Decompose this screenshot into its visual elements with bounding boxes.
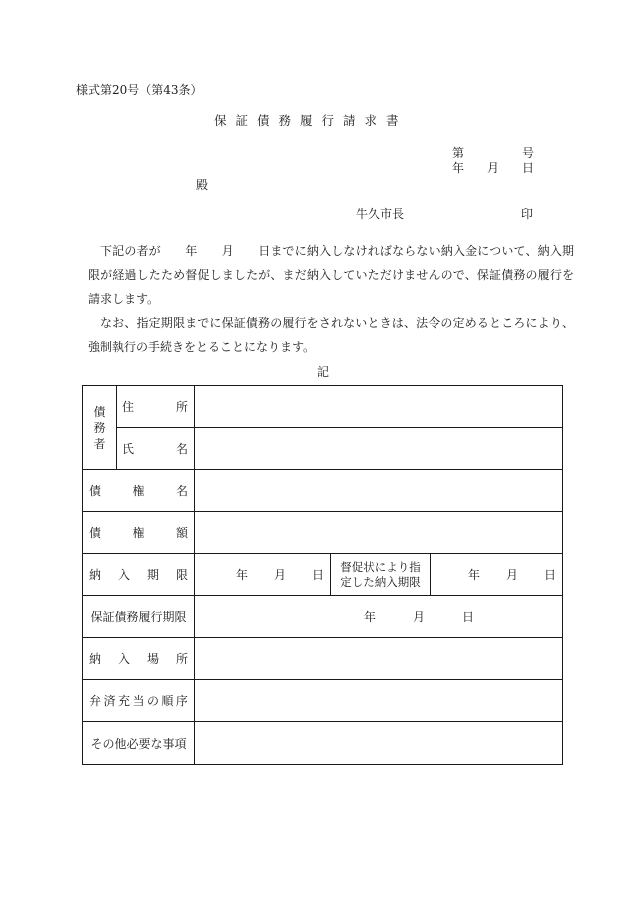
table-row [83, 428, 563, 470]
table-row [83, 470, 563, 512]
addressee-suffix: 殿 [196, 178, 209, 192]
address-label-char: 住 [122, 400, 135, 414]
claim-name-label-cell [83, 470, 195, 512]
guarantee-deadline-label: 保証債務履行期限 [90, 610, 187, 624]
date-day: 日 [522, 161, 535, 175]
date-month-label: 月 [413, 610, 426, 624]
payment-place-label-cell [83, 638, 195, 680]
date-month: 月 [487, 161, 500, 175]
offset-order-label-char: 序 [175, 694, 188, 708]
claim-name-label-char: 名 [175, 484, 188, 498]
claim-name-label-char: 債 [89, 484, 102, 498]
number-prefix: 第 [452, 146, 465, 160]
debtor-label-char: 者 [93, 436, 106, 451]
offset-order-label-cell [83, 680, 195, 722]
offset-order-label-char: 済 [103, 694, 116, 708]
offset-order-label-char: の [146, 694, 159, 708]
tokusoku-date-cell[interactable] [431, 554, 563, 596]
tokusoku-label-line: 督促状により指 [340, 559, 421, 574]
payment-place-label-char: 入 [117, 652, 130, 666]
issuer-name: 牛久市長 [356, 207, 405, 221]
address-label-cell [117, 386, 195, 428]
payment-deadline-label-char: 納 [89, 568, 102, 582]
date-year-label: 年 [467, 568, 480, 582]
name-label-char: 名 [175, 442, 188, 456]
debtor-label-char: 債 [93, 404, 106, 419]
address-value-cell[interactable] [195, 386, 563, 428]
table-row [83, 680, 563, 722]
payment-deadline-label-cell [83, 554, 195, 596]
debtor-label-cell [83, 386, 117, 470]
payment-place-label-char: 所 [175, 652, 188, 666]
debtor-label-char: 務 [93, 420, 106, 435]
other-matters-value-cell[interactable] [195, 722, 563, 765]
other-matters-label: その他必要な事項 [90, 736, 187, 751]
body-paragraph-2: なお、指定期限までに保証債務の履行をされないときは、法令の定めるところにより、強制執行の手続きをとることになります。 [88, 316, 574, 354]
table-row [83, 596, 563, 638]
date-day-label: 日 [462, 610, 475, 624]
claim-amount-label-char: 額 [175, 526, 188, 540]
payment-place-label-char: 納 [89, 652, 102, 666]
name-label-char: 氏 [122, 442, 135, 456]
other-matters-label-cell [83, 722, 195, 765]
offset-order-label-char: 充 [117, 694, 130, 708]
claim-name-value-cell[interactable] [195, 470, 563, 512]
offset-order-label-char: 弁 [89, 694, 102, 708]
table-row [83, 638, 563, 680]
payment-deadline-label-char: 期 [146, 568, 159, 582]
offset-order-label-char: 当 [132, 694, 145, 708]
claim-amount-label-char: 権 [132, 526, 145, 540]
address-label-char: 所 [175, 400, 188, 414]
table-row [83, 554, 563, 596]
guarantee-deadline-label-cell [83, 596, 195, 638]
body-text [88, 239, 574, 359]
date-year: 年 [452, 161, 465, 175]
tokusoku-label-line: 定した納入期限 [340, 574, 421, 589]
date-day-label: 日 [544, 568, 557, 582]
table-row [83, 722, 563, 765]
payment-deadline-date-cell[interactable] [195, 554, 331, 596]
name-label-cell [117, 428, 195, 470]
body-paragraph-1: 下記の者が 年 月 日までに納入しなければならない納入金について、納入期限が経過したため督促しましたが、まだ納入していただけませんので、保証債務の履行を請求します。 [88, 244, 574, 306]
ki-heading: 記 [317, 365, 330, 379]
claim-amount-value-cell[interactable] [195, 512, 563, 554]
claim-table [82, 385, 563, 765]
table-row [83, 386, 563, 428]
claim-amount-label-cell [83, 512, 195, 554]
guarantee-deadline-date-cell[interactable] [195, 596, 563, 638]
seal-mark: 印 [521, 207, 534, 221]
tokusoku-label-cell [331, 554, 431, 596]
payment-deadline-label-char: 限 [175, 568, 188, 582]
name-value-cell[interactable] [195, 428, 563, 470]
document-title: 保証債務履行請求書 [214, 113, 408, 128]
payment-place-value-cell[interactable] [195, 638, 563, 680]
payment-place-label-char: 場 [146, 652, 159, 666]
date-month-label: 月 [273, 568, 286, 582]
number-suffix: 号 [522, 146, 535, 160]
claim-amount-label-char: 債 [89, 526, 102, 540]
date-day-label: 日 [311, 568, 324, 582]
date-year-label: 年 [235, 568, 248, 582]
offset-order-value-cell[interactable] [195, 680, 563, 722]
payment-deadline-label-char: 入 [117, 568, 130, 582]
table-row [83, 512, 563, 554]
date-month-label: 月 [505, 568, 518, 582]
offset-order-label-char: 順 [161, 694, 174, 708]
date-year-label: 年 [364, 610, 377, 624]
form-number: 様式第20号（第43条） [76, 83, 203, 97]
claim-name-label-char: 権 [132, 484, 145, 498]
